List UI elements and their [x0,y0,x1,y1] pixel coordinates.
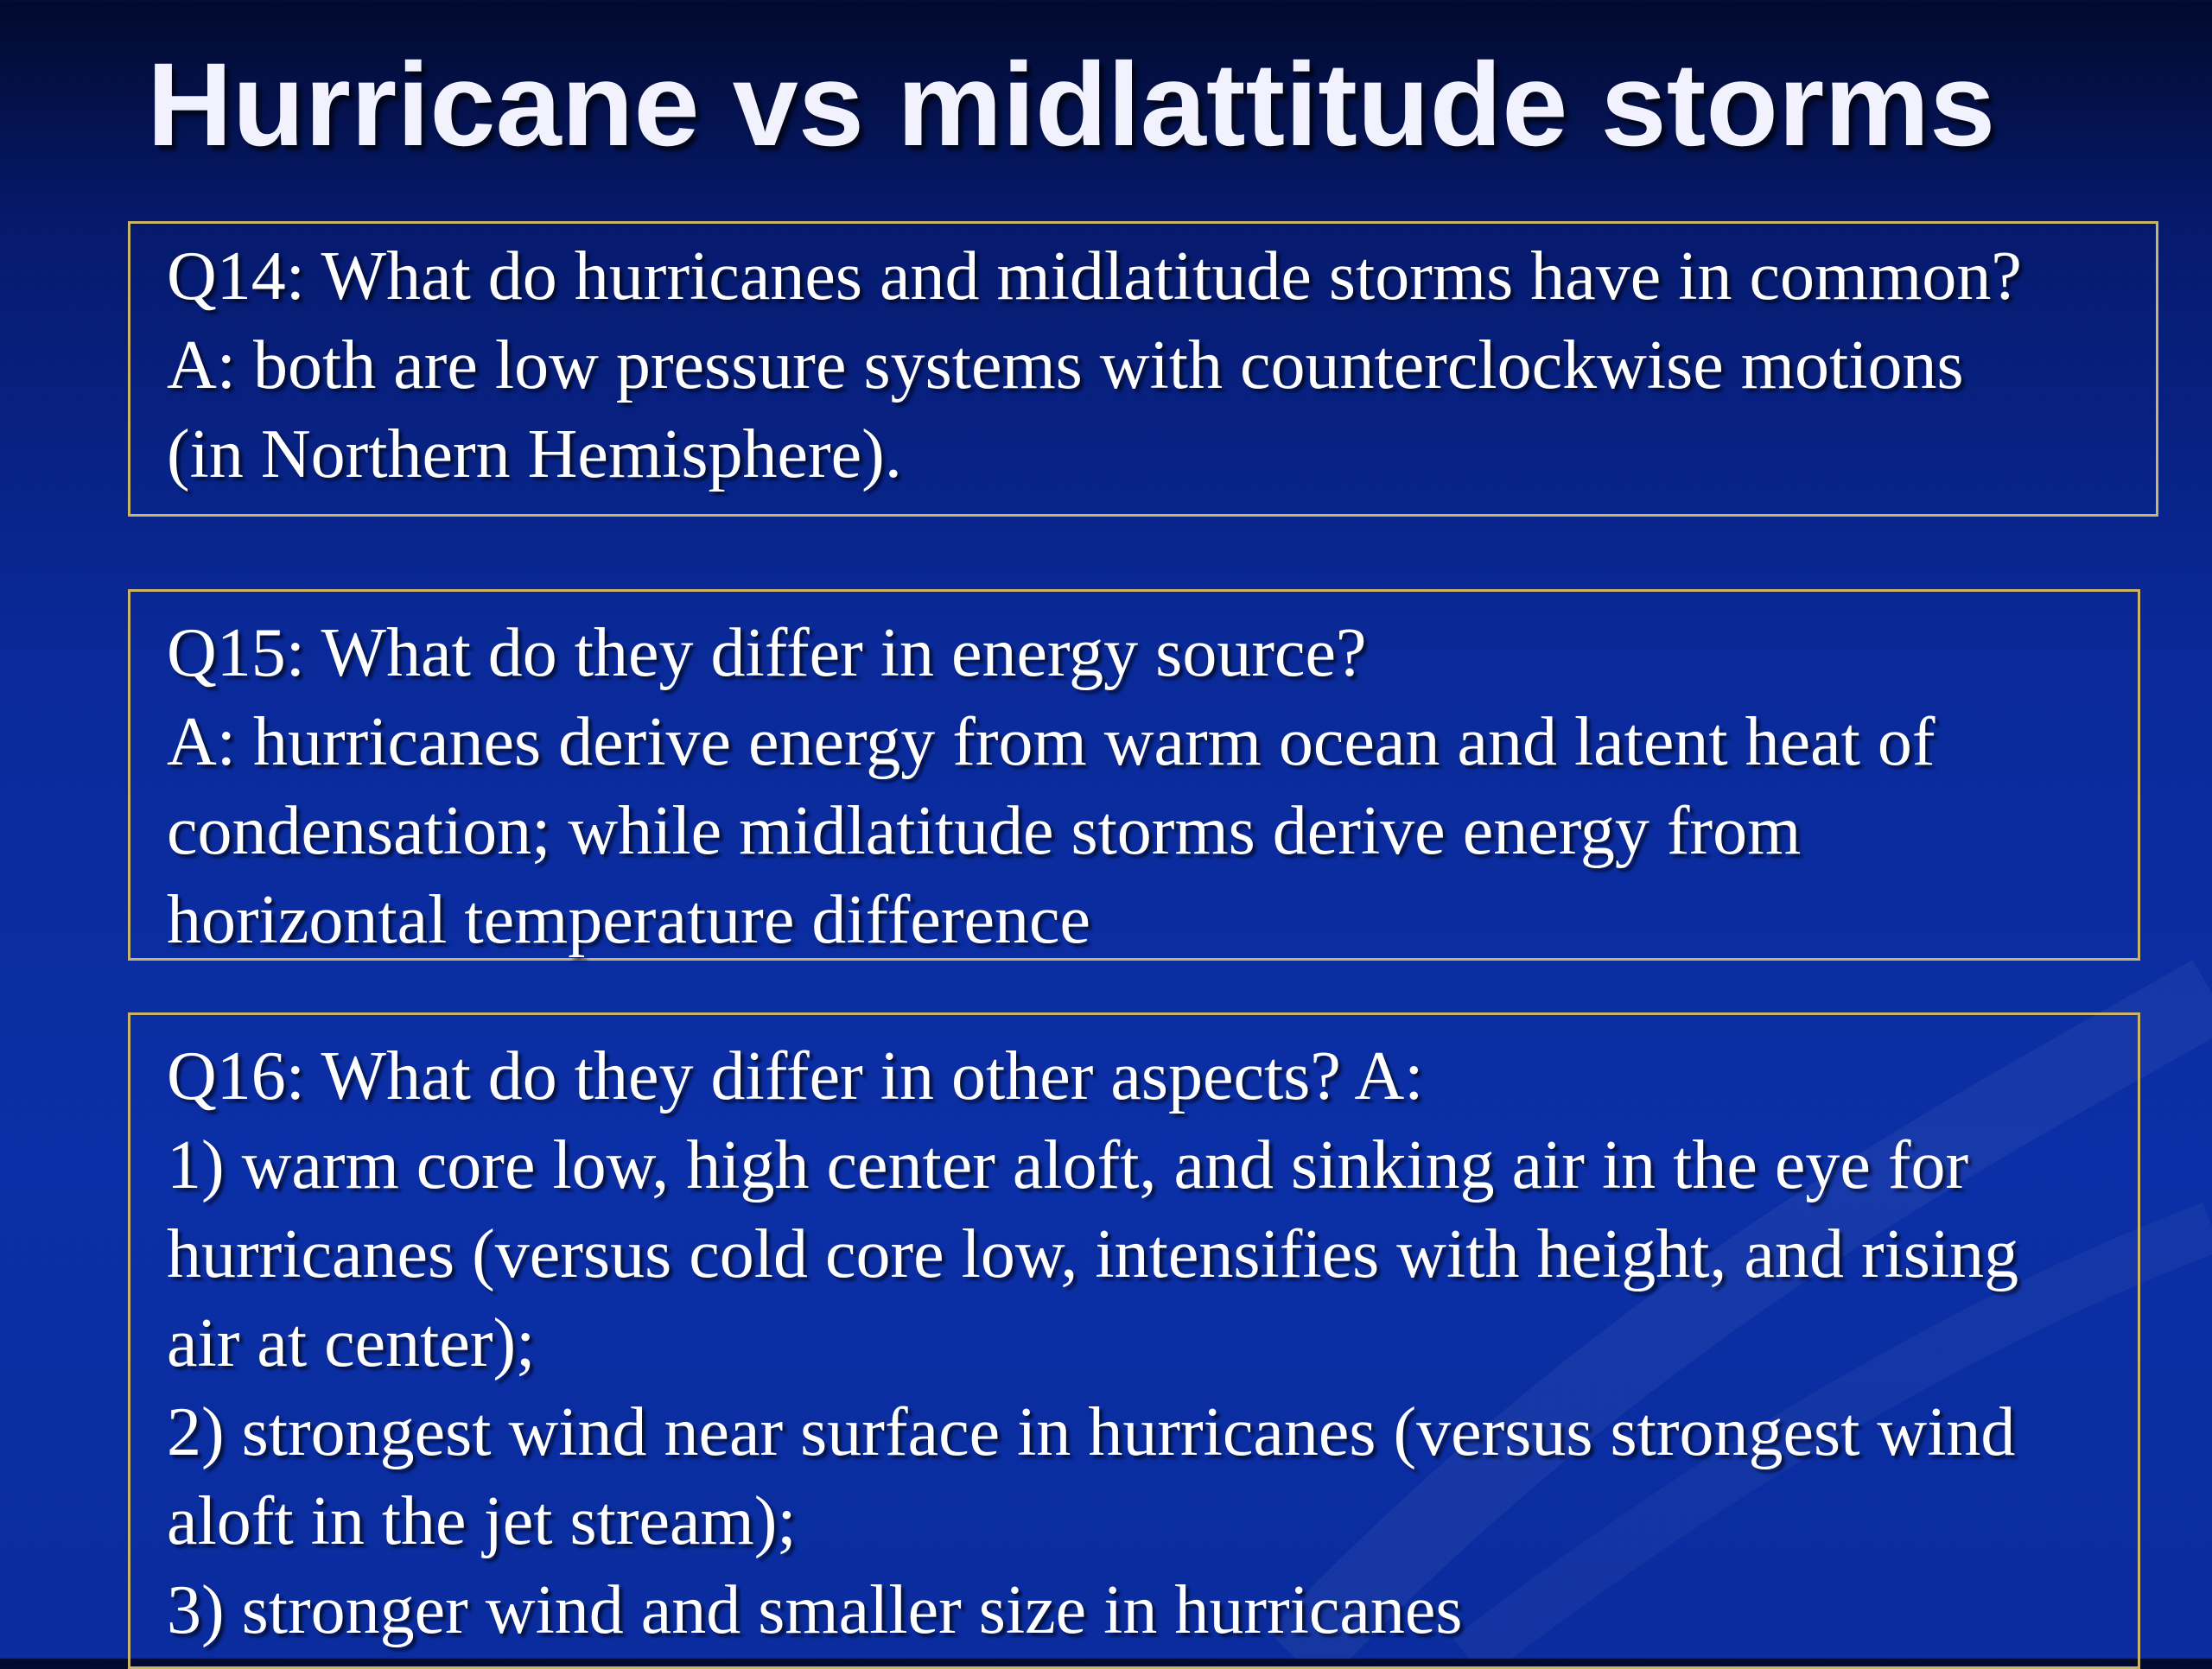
slide-title: Hurricane vs midlattitude storms [147,39,1996,171]
q14-question: Q14: What do hurricanes and midlatitude storms have in common? [167,238,2022,314]
q16-answer-line-3: air at center); [167,1305,536,1381]
q16-answer-line-5: aloft in the jet stream); [167,1483,797,1559]
qa-box-q15 [128,589,2140,961]
q15-answer-line-2: condensation; while midlatitude storms derive energy from [167,793,1802,869]
q16-question: Q16: What do they differ in other aspects? A: [167,1038,1424,1114]
q15-question: Q15: What do they differ in energy source? [167,615,1367,691]
q14-answer-line-2: (in Northern Hemisphere). [167,416,902,492]
q14-answer-line-1: A: both are low pressure systems with counterclockwise motions [167,327,1964,403]
qa-box-q16 [128,1012,2140,1669]
q16-answer-line-6: 3) stronger wind and smaller size in hurricanes [167,1572,1463,1648]
q15-answer-line-3: horizontal temperature difference [167,882,1091,958]
q16-answer-line-1: 1) warm core low, high center aloft, and sinking air in the eye for [167,1127,1969,1203]
q16-answer-line-4: 2) strongest wind near surface in hurricanes (versus strongest wind [167,1394,2016,1470]
q16-answer-line-2: hurricanes (versus cold core low, intensifies with height, and rising [167,1216,2019,1292]
qa-box-q14 [128,221,2158,517]
q15-answer-line-1: A: hurricanes derive energy from warm ocean and latent heat of [167,704,1936,780]
